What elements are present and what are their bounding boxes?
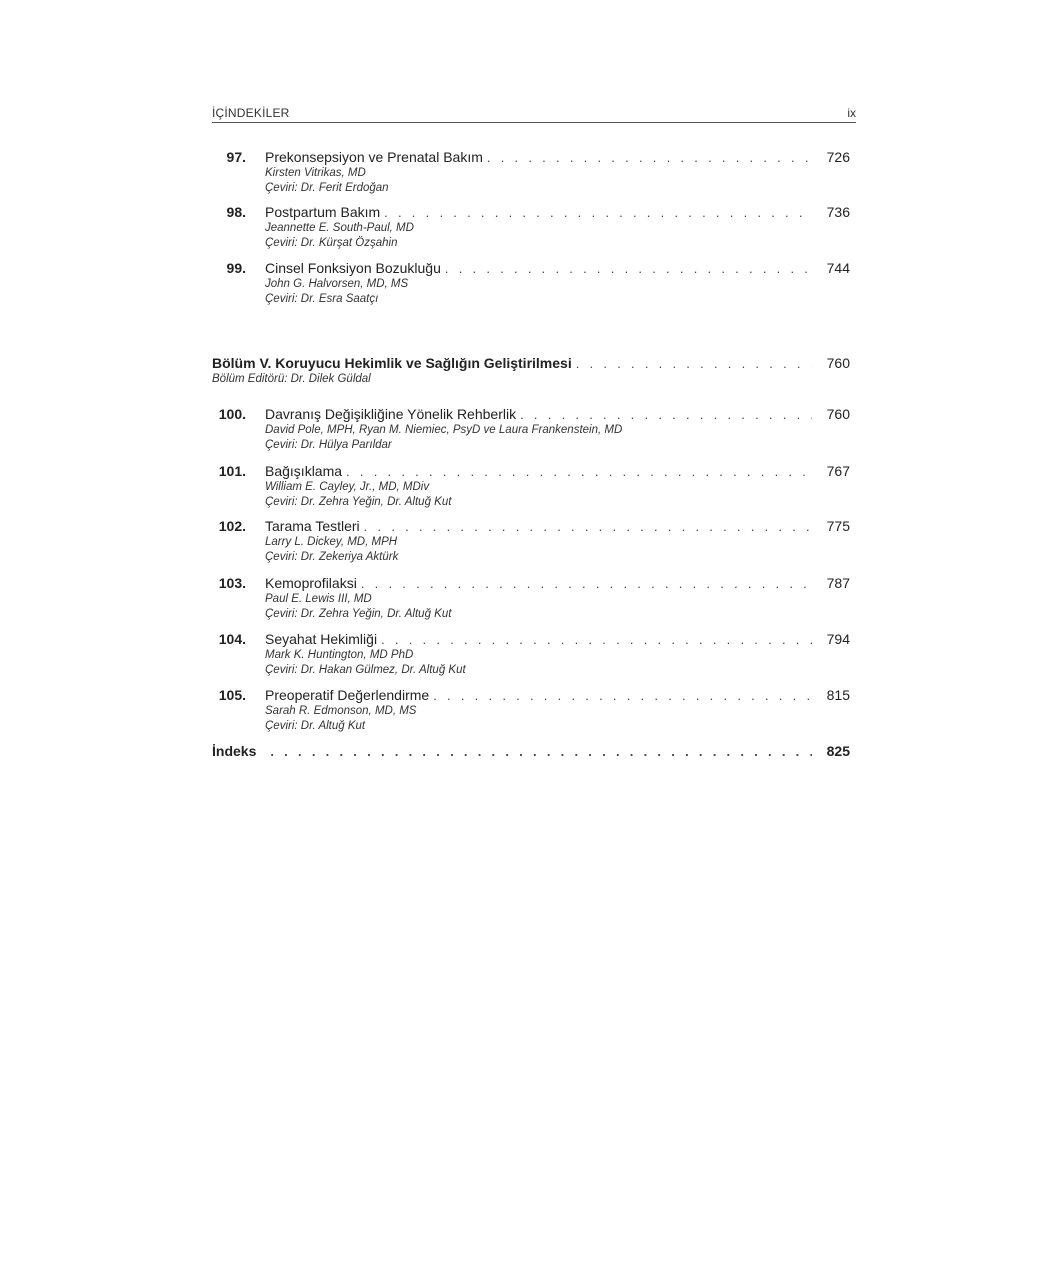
chapter-page: 815 (826, 687, 850, 703)
toc-entry (212, 148, 850, 196)
chapter-number: 102. (218, 518, 246, 534)
chapter-number: 104. (218, 631, 246, 647)
dot-leader (346, 463, 812, 481)
chapter-translator: Çeviri: Dr. Hakan Gülmez, Dr. Altuğ Kut (265, 664, 466, 676)
chapter-author: William E. Cayley, Jr., MD, MDiv (265, 481, 430, 493)
chapter-number: 98. (226, 204, 246, 220)
chapter-title: Tarama Testleri (265, 518, 360, 534)
chapter-number: 101. (218, 463, 246, 479)
dot-leader (576, 355, 812, 373)
toc-entry (212, 203, 850, 251)
dot-leader (433, 687, 812, 705)
chapter-translator: Çeviri: Dr. Kürşat Özşahin (265, 237, 398, 249)
chapter-page: 794 (826, 631, 850, 647)
chapter-title: Prekonsepsiyon ve Prenatal Bakım (265, 149, 483, 165)
chapter-author: John G. Halvorsen, MD, MS (265, 278, 409, 290)
chapter-author: Kirsten Vitrikas, MD (265, 167, 366, 179)
chapter-page: 760 (826, 406, 850, 422)
chapter-translator: Çeviri: Dr. Ferit Erdoğan (265, 182, 389, 194)
chapter-translator: Çeviri: Dr. Zehra Yeğin, Dr. Altuğ Kut (265, 608, 452, 620)
toc-entry (212, 574, 850, 622)
toc-entry (212, 517, 850, 565)
chapter-page: 775 (826, 518, 850, 534)
chapter-translator: Çeviri: Dr. Zehra Yeğin, Dr. Altuğ Kut (265, 496, 452, 508)
chapter-author: Sarah R. Edmonson, MD, MS (265, 705, 417, 717)
chapter-translator: Çeviri: Dr. Hülya Parıldar (265, 439, 392, 451)
toc-entry (212, 405, 850, 453)
running-header (212, 104, 856, 123)
dot-leader (270, 743, 812, 761)
chapter-title: Seyahat Hekimliği (265, 631, 378, 647)
chapter-number: 103. (218, 575, 246, 591)
chapter-title: Davranış Değişikliğine Yönelik Rehberlik (265, 406, 517, 422)
chapter-page: 744 (826, 260, 850, 276)
dot-leader (361, 575, 812, 593)
toc-entry (212, 259, 850, 307)
chapter-translator: Çeviri: Dr. Altuğ Kut (265, 720, 366, 732)
chapter-page: 726 (826, 149, 850, 165)
toc-entry (212, 630, 850, 678)
chapter-author: David Pole, MPH, Ryan M. Niemiec, PsyD ve Laura Frankenstein, MD (265, 424, 623, 436)
chapter-author: Paul E. Lewis III, MD (265, 593, 372, 605)
chapter-translator: Çeviri: Dr. Esra Saatçı (265, 293, 379, 305)
chapter-translator: Çeviri: Dr. Zekeriya Aktürk (265, 551, 399, 563)
chapter-page: 767 (826, 463, 850, 479)
dot-leader (445, 260, 812, 278)
dot-leader (364, 518, 812, 536)
chapter-title: Preoperatif Değerlendirme (265, 687, 430, 703)
chapter-title: Kemoprofilaksi (265, 575, 357, 591)
section-title: Bölüm V. Koruyucu Hekimlik ve Sağlığın Geliştirilmesi (212, 355, 572, 371)
index-page: 825 (826, 743, 850, 759)
toc-entry (212, 686, 850, 734)
chapter-number: 105. (218, 687, 246, 703)
chapter-author: Jeannette E. South-Paul, MD (265, 222, 414, 234)
dot-leader (520, 406, 812, 424)
chapter-number: 97. (226, 149, 246, 165)
dot-leader (381, 631, 812, 649)
index-entry (212, 742, 850, 760)
chapter-author: Larry L. Dickey, MD, MPH (265, 536, 398, 548)
dot-leader (384, 204, 812, 222)
section-editor: Bölüm Editörü: Dr. Dilek Güldal (212, 373, 371, 385)
header-page-number: ix (847, 106, 856, 120)
section-page: 760 (826, 355, 850, 371)
chapter-number: 99. (226, 260, 246, 276)
chapter-page: 787 (826, 575, 850, 591)
chapter-title: Bağışıklama (265, 463, 343, 479)
section-heading (212, 354, 850, 387)
header-title: İÇİNDEKİLER (212, 106, 290, 120)
chapter-title: Postpartum Bakım (265, 204, 381, 220)
chapter-number: 100. (218, 406, 246, 422)
chapter-title: Cinsel Fonksiyon Bozukluğu (265, 260, 441, 276)
toc-entry (212, 462, 850, 510)
chapter-author: Mark K. Huntington, MD PhD (265, 649, 414, 661)
dot-leader (487, 149, 812, 167)
index-title: İndeks (212, 743, 257, 759)
chapter-page: 736 (826, 204, 850, 220)
